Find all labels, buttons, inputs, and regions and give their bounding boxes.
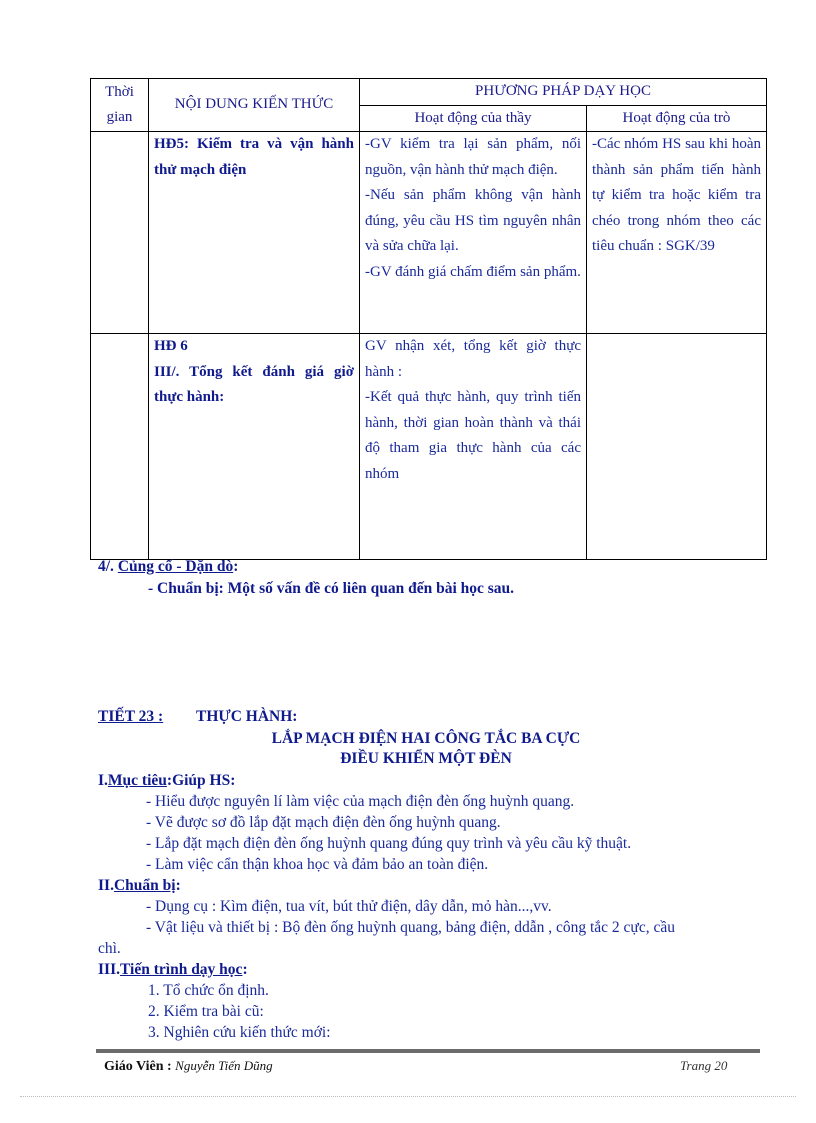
preparation-item: - Vật liệu và thiết bị : Bộ đèn ống huỳnh quang, bảng điện, ddẫn , công tắc 2 cực, cầu bbox=[146, 919, 675, 936]
objective-item: - Lắp đặt mạch điện đèn ống huỳnh quang đúng quy trình và yêu cầu kỹ thuật. bbox=[146, 835, 632, 852]
objectives-num: I. bbox=[98, 772, 108, 789]
student-cell bbox=[587, 132, 767, 334]
header-time: Thời gian bbox=[91, 79, 149, 132]
lesson-kind: THỰC HÀNH: bbox=[196, 708, 298, 725]
process-colon: : bbox=[242, 961, 248, 978]
teacher-signature: Nguyễn Tiến Dũng bbox=[175, 1058, 273, 1073]
page-number: Trang 20 bbox=[680, 1058, 728, 1073]
header-teacher: Hoạt động của thầy bbox=[360, 105, 587, 132]
teacher-line: -Kết quả thực hành, quy trình tiến hành, thời gian hoàn thành và thái độ tham gia thực hành của các nhóm bbox=[365, 389, 581, 482]
teacher-line: GV nhận xét, tổng kết giờ thực hành : bbox=[365, 338, 581, 380]
teacher-line: -Nếu sản phẩm không vận hành đúng, yêu cầu HS tìm nguyên nhân và sửa chữa lại. bbox=[365, 187, 581, 254]
consolidation-colon: : bbox=[233, 558, 239, 575]
time-cell bbox=[91, 334, 149, 560]
consolidation-line: - Chuẩn bị: Một số vấn đề có liên quan đến bài học sau. bbox=[148, 580, 515, 597]
objectives-suffix: :Giúp HS: bbox=[166, 772, 236, 789]
footer-label: Giáo Viên : bbox=[104, 1059, 172, 1074]
process-heading bbox=[98, 959, 248, 980]
table-row bbox=[91, 132, 767, 334]
teacher-cell bbox=[360, 334, 587, 560]
preparation-colon: : bbox=[175, 877, 181, 894]
consolidation-num: 4/. bbox=[98, 558, 114, 575]
content-line: HĐ 6 bbox=[154, 338, 188, 354]
content-cell bbox=[149, 132, 360, 334]
lesson-title-1: LẮP MẠCH ĐIỆN HAI CÔNG TẮC BA CỰC bbox=[271, 730, 581, 747]
lesson-period bbox=[98, 706, 163, 727]
consolidation-title: Củng cố - Dặn dò bbox=[117, 558, 234, 575]
process-item: 1. Tổ chức ổn định. bbox=[148, 982, 269, 999]
content-line: HĐ5: Kiểm tra và vận hành thử mạch điện bbox=[154, 136, 354, 178]
teacher-line: -GV đánh giá chấm điểm sản phẩm. bbox=[365, 263, 581, 280]
preparation-item: - Dụng cụ : Kìm điện, tua vít, bút thử điện, dây dẫn, mỏ hàn...,vv. bbox=[146, 898, 552, 915]
time-cell bbox=[91, 132, 149, 334]
objectives-heading bbox=[98, 770, 235, 791]
preparation-title: Chuẩn bị bbox=[113, 877, 176, 894]
objective-item: - Vẽ được sơ đồ lắp đặt mạch điện đèn ống huỳnh quang. bbox=[146, 814, 501, 831]
teacher-cell bbox=[360, 132, 587, 334]
lesson-table bbox=[90, 78, 767, 560]
preparation-num: II. bbox=[98, 877, 114, 894]
footer-divider bbox=[96, 1049, 760, 1053]
footer-teacher bbox=[104, 1058, 273, 1075]
student-cell bbox=[587, 334, 767, 560]
process-num: III. bbox=[98, 961, 120, 978]
header-student: Hoạt động của trò bbox=[587, 105, 767, 132]
consolidation-heading bbox=[98, 556, 238, 577]
objective-item: - Hiểu được nguyên lí làm việc của mạch điện đèn ống huỳnh quang. bbox=[146, 793, 575, 810]
preparation-heading bbox=[98, 875, 181, 896]
preparation-item-cont: chì. bbox=[98, 940, 121, 957]
objectives-title: Mục tiêu bbox=[107, 772, 167, 789]
student-line: -Các nhóm HS sau khi hoàn thành sản phẩm tiến hành tự kiểm tra hoặc kiểm tra chéo trong nhóm theo các tiêu chuẩn : SGK/39 bbox=[592, 136, 761, 254]
content-cell bbox=[149, 334, 360, 560]
lesson-title-2: ĐIỀU KHIỂN MỘT ĐÈN bbox=[340, 750, 512, 767]
header-content: NỘI DUNG KIẾN THỨC bbox=[149, 79, 360, 132]
content-line: III/. Tổng kết đánh giá giờ thực hành: bbox=[154, 363, 354, 405]
table-row bbox=[91, 334, 767, 560]
process-title: Tiến trình dạy học bbox=[119, 961, 243, 978]
objective-item: - Làm việc cẩn thận khoa học và đảm bảo an toàn điện. bbox=[146, 856, 489, 873]
period-label: TIẾT 23 : bbox=[98, 708, 164, 725]
header-method: PHƯƠNG PHÁP DẠY HỌC bbox=[360, 79, 767, 106]
process-item: 2. Kiểm tra bài cũ: bbox=[148, 1003, 264, 1020]
teacher-line: -GV kiểm tra lại sản phẩm, nối nguồn, vận hành thử mạch điện. bbox=[365, 136, 581, 178]
process-item: 3. Nghiên cứu kiến thức mới: bbox=[148, 1024, 331, 1041]
page-bottom-rule bbox=[20, 1096, 796, 1097]
